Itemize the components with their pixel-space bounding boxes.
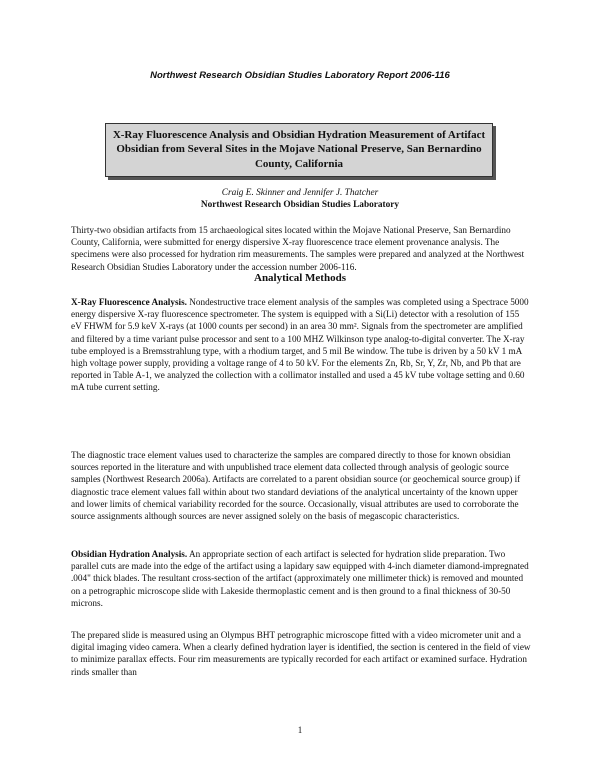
diagnostic-paragraph: The diagnostic trace element values used to characterize the samples are compared directly to those for known obsidian sources reported in the literature and with unpublished trace element data collected through analysis of geologic source samples (Northwest Research 2006a). Artifacts are correlated to a parent obsidian source (or geochemical source group) if diagnostic trace element values fall within about two standard deviations of the analytical uncertainty of the known upper and lower limits of chemical variability recorded for the source. Occasionally, visual attributes are used to corroborate the source assignments although sources are never assigned solely on the basis of megascopic characteristics.: [71, 450, 521, 522]
intro-paragraph: Thirty-two obsidian artifacts from 15 archaeological sites located within the Mojave National Preserve, San Bernardino County, California, were submitted for energy dispersive X-ray fluorescence trace element provenance analysis. The specimens were also processed for hydration rim measurements. The samples were prepared and analyzed at the Northwest Research Obsidian Studies Laboratory under the accession number 2006-116.: [71, 225, 525, 272]
organization: Northwest Research Obsidian Studies Laboratory: [200, 199, 400, 210]
prepared-slide-paragraph: The prepared slide is measured using an Olympus BHT petrographic microscope fitted with a video micrometer unit and a digital imaging video camera. When a clearly defined hydration layer is identified, the section is centered in the field of view to minimize parallax effects. Four rim measurements are typically recorded for each artifact or examined surface. Hydration rinds smaller than: [71, 630, 531, 677]
authors: Craig E. Skinner and Jennifer J. Thatcher: [221, 188, 379, 198]
hydration-paragraph: [71, 548, 531, 609]
hydration-lead: Obsidian Hydration Analysis.: [71, 549, 188, 559]
section-heading: Analytical Methods: [254, 272, 346, 284]
xrf-paragraph: [71, 296, 531, 394]
xrf-lead: X-Ray Fluorescence Analysis.: [71, 297, 187, 307]
report-header: Northwest Research Obsidian Studies Laboratory Report 2006-116: [150, 70, 450, 81]
report-title: X-Ray Fluorescence Analysis and Obsidian Hydration Measurement of Artifact Obsidian from Several Sites in the Mojave National Preserve, San Bernardino County, California: [105, 123, 493, 177]
hydration-text: An appropriate section of each artifact is selected for hydration slide preparation. Two parallel cuts are made into the edge of the artifact using a lapidary saw equipped with 4-inch diameter diamond-impregnated .004" thick blades. The resultant cross-section of the artifact (approximately one millimeter thick) is removed and mounted on a petrographic microscope slide with Lakeside thermoplastic cement and is then ground to a final thickness of 30-50 microns.: [71, 549, 529, 608]
page-number: 1: [297, 725, 303, 735]
xrf-text: Nondestructive trace element analysis of the samples was completed using a Spectrace 5000 energy dispersive X-ray fluorescence spectrometer. The system is equipped with a Si(Li) detector with a resolution of 155 eV FHWM for 5.9 keV X-rays (at 1000 counts per second) in an area 30 mm². Signals from the spectrometer are amplified and filtered by a time variant pulse processor and sent to a 100 MHZ Wilkinson type analog-to-digital converter. The X-ray tube employed is a Bremsstrahlung type, with a rhodium target, and 5 mil Be window. The tube is driven by a 50 kV 1 mA high voltage power supply, providing a voltage range of 4 to 50 kV. For the elements Zn, Rb, Sr, Y, Zr, Nb, and Pb that are reported in Table A-1, we analyzed the collection with a collimator installed and used a 45 kV tube voltage setting and 0.60 mA tube current setting.: [71, 297, 529, 393]
author-block: [0, 188, 600, 211]
